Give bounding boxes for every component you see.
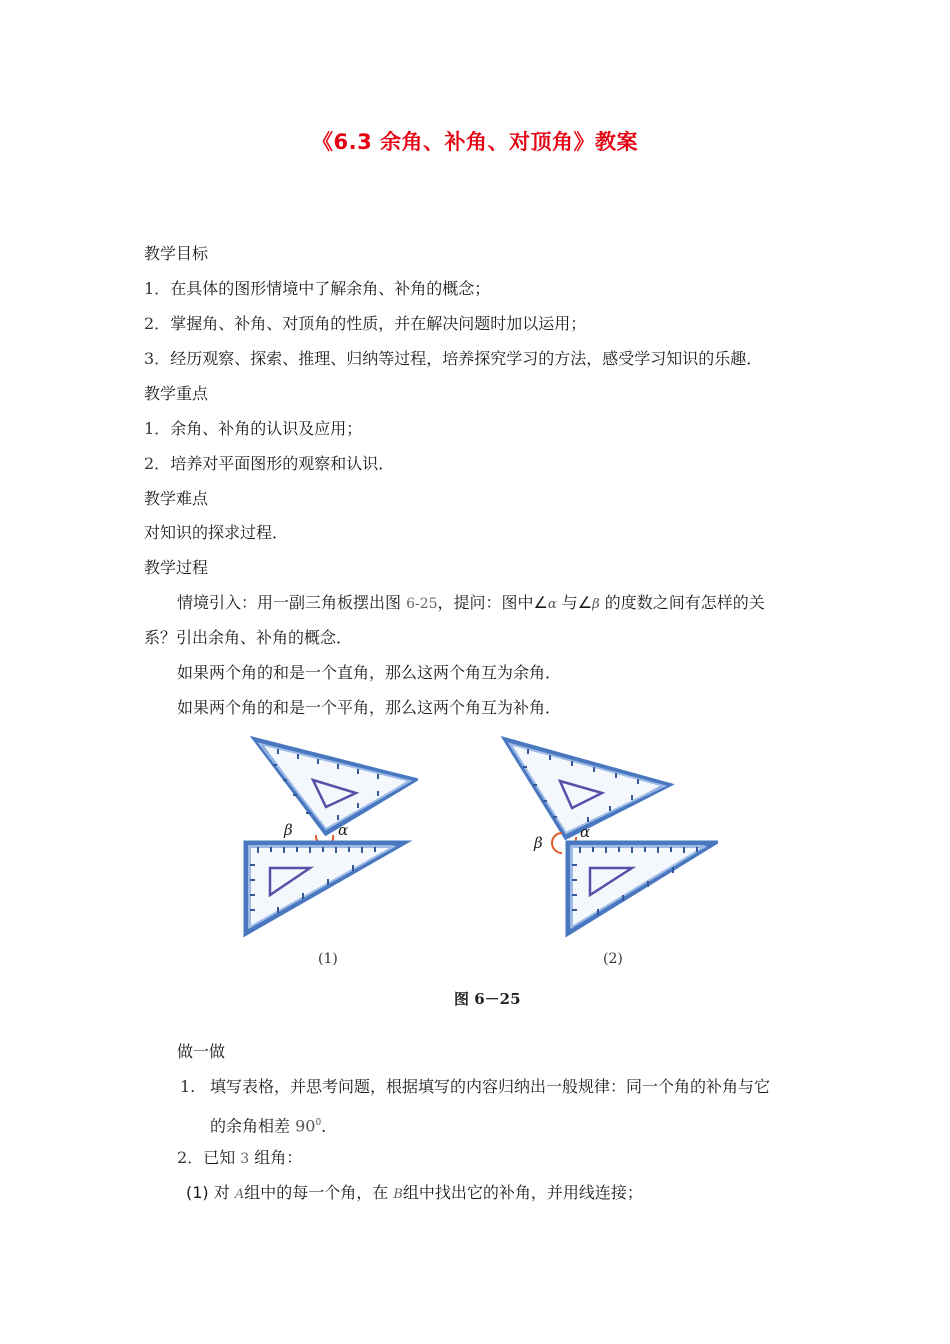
list-text: 在具体的图形情境中了解余角、补角的概念； [170,279,491,298]
group-count: 3 [240,1151,250,1167]
list-number: 2． [177,1148,204,1167]
list-number: 1． [144,419,171,438]
list-text: 掌握角、补角、对顶角的性质，并在解决问题时加以运用； [170,314,587,333]
group-b-label: B [393,1187,403,1202]
beta-label: β [284,821,293,839]
process-heading: 教学过程 [144,558,209,577]
list-text: 组角： [249,1148,303,1167]
figure-subcaption-2: (2) [603,951,623,967]
activity-item-1-line1 [180,1077,770,1097]
document-title: 《6.3 余角、补角、对顶角》教案 [311,130,638,154]
list-text: 组中的每一个角，在 [244,1183,394,1202]
activity-item-1-line2 [210,1113,337,1136]
list-number: 2． [144,454,171,473]
list-text: 已知 [203,1148,241,1167]
list-text: ． [321,1116,338,1136]
list-text: 余角、补角的认识及应用； [170,419,363,438]
list-number: 1. [180,1077,196,1096]
list-text: 培养对平面图形的观察和认识． [170,454,395,473]
key-points-heading: 教学重点 [144,384,209,403]
process-intro-line1 [177,593,765,615]
list-text: (1) 对 [186,1183,235,1202]
figure-subcaption-1: (1) [318,951,338,967]
alpha-label: α [338,821,349,839]
list-number: 2． [144,314,171,333]
definition-complementary: 如果两个角的和是一个直角，那么这两个角互为余角． [177,663,562,682]
activity-item-2-sub-1 [186,1183,643,1205]
degree-superscript: 0 [315,1118,322,1128]
difficulties-heading: 教学难点 [144,489,209,508]
objective-item-2 [144,314,586,334]
list-text: 填写表格，并思考问题，根据填写的内容归纳出一般规律：同一个角的补角与它 [210,1077,771,1096]
list-text: 经历观察、探索、推理、归纳等过程，培养探究学习的方法，感受学习知识的乐趣． [170,349,763,368]
activity-heading: 做一做 [177,1042,226,1061]
objective-item-1 [144,279,490,299]
objectives-heading: 教学目标 [144,244,209,263]
triangle-rulers-figure-1 [238,735,418,940]
process-intro-line2: 系？引出余角、补角的概念． [144,628,353,647]
list-text: 组中找出它的补角，并用线连接； [402,1183,643,1202]
key-point-item-2 [144,454,394,474]
objective-item-3 [144,349,762,369]
alpha-symbol: α [547,597,557,612]
figure-reference: 6-25 [406,596,438,612]
list-text: 的余角相差 [210,1116,296,1136]
degree-value: 90 [295,1116,316,1136]
definition-supplementary: 如果两个角的和是一个平角，那么这两个角互为补角． [177,698,562,717]
triangle-rulers-figure-2 [498,735,718,940]
beta-symbol: β [592,597,600,612]
intro-text: 的度数之间有怎样的关 [599,593,765,612]
key-point-item-1 [144,419,362,439]
intro-text: 与∠ [556,593,593,612]
beta-label: β [534,834,543,852]
activity-item-2 [177,1148,302,1169]
list-number: 1． [144,279,171,298]
list-number: 3． [144,349,171,368]
difficulties-text: 对知识的探求过程． [144,523,289,542]
figure-caption: 图 6－25 [454,990,521,1008]
alpha-label: α [580,823,591,841]
intro-text: 情境引入：用一副三角板摆出图 [177,593,407,612]
group-a-label: A [234,1187,245,1202]
intro-text: ，提问：图中∠ [437,593,548,612]
